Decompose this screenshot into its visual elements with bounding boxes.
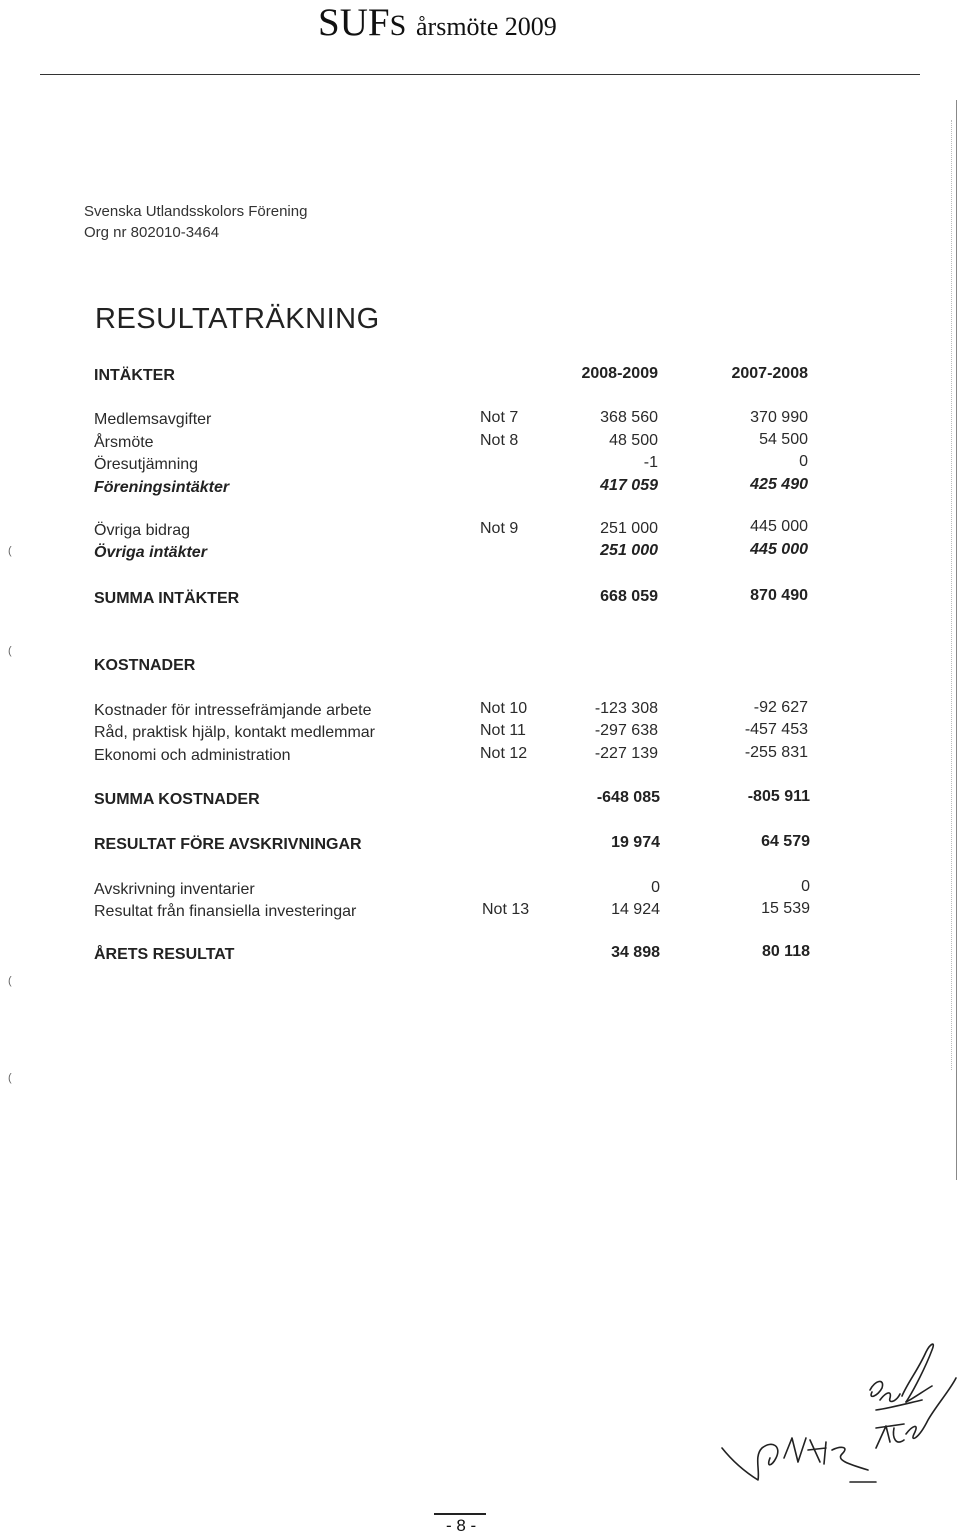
header-rule <box>40 74 920 75</box>
annual-result-value-year1: 34 898 <box>611 944 660 961</box>
row-label: Årsmöte <box>94 434 154 451</box>
row-note: Not 8 <box>480 432 519 449</box>
row-value-year1: -297 638 <box>594 722 658 739</box>
subtotal-label: Övriga intäkter <box>94 544 207 561</box>
row-value-year2: -92 627 <box>753 699 808 716</box>
row-note: Not 9 <box>480 520 519 537</box>
header-f: F <box>367 1 390 44</box>
scan-edge-line <box>956 100 957 1180</box>
margin-mark: ( <box>8 1072 12 1084</box>
header-s: S <box>389 9 407 42</box>
section-heading-intakter: INTÄKTER <box>94 367 175 384</box>
row-label: Medlemsavgifter <box>94 411 212 428</box>
document-title: RESULTATRÄKNING <box>95 303 380 335</box>
subtotal-value-year2: 425 490 <box>750 476 808 493</box>
total-value-year1: 668 059 <box>600 588 658 605</box>
row-label: Övriga bidrag <box>94 522 191 539</box>
row-label: Kostnader för intressefrämjande arbete <box>94 702 372 719</box>
handwritten-signatures <box>700 1330 960 1510</box>
page-number: - 8 - <box>446 1516 477 1535</box>
row-value-year2: 54 500 <box>759 431 808 448</box>
row-value-year1: 251 000 <box>600 520 658 537</box>
row-value-year2: 0 <box>801 878 810 895</box>
row-value-year1: -1 <box>643 454 658 471</box>
row-value-year2: 370 990 <box>750 409 808 426</box>
header-su: SU <box>318 1 368 44</box>
row-value-year2: -457 453 <box>744 721 808 738</box>
total-value-year1: -648 085 <box>596 789 660 806</box>
total-label: SUMMA KOSTNADER <box>94 791 260 808</box>
subtotal-value-year1: 417 059 <box>600 477 658 494</box>
row-value-year1: 0 <box>651 879 660 896</box>
row-label: Öresutjämning <box>94 456 199 473</box>
column-header-year2: 2007-2008 <box>731 365 808 382</box>
row-note: Not 13 <box>482 901 530 918</box>
total-value-year2: -805 911 <box>747 788 810 805</box>
result-value-year2: 64 579 <box>761 833 810 850</box>
org-number: Org nr 802010-3464 <box>84 224 220 241</box>
org-name: Svenska Utlandsskolors Förening <box>84 203 308 220</box>
row-note: Not 11 <box>480 722 526 739</box>
row-label: Resultat från finansiella investeringar <box>94 903 357 920</box>
result-value-year1: 19 974 <box>611 834 660 851</box>
subtotal-label: Föreningsintäkter <box>94 479 230 496</box>
row-label: Råd, praktisk hjälp, kontakt medlemmar <box>94 724 375 741</box>
annual-result-value-year2: 80 118 <box>761 943 810 960</box>
header-rest: årsmöte 2009 <box>416 12 557 41</box>
row-note: Not 7 <box>480 409 519 426</box>
subtotal-value-year1: 251 000 <box>600 542 658 559</box>
row-value-year2: -255 831 <box>744 744 808 761</box>
row-note: Not 12 <box>480 745 528 762</box>
row-label: Ekonomi och administration <box>94 747 291 764</box>
row-value-year1: 48 500 <box>609 432 658 449</box>
row-label: Avskrivning inventarier <box>94 881 255 898</box>
margin-mark: ( <box>8 545 12 557</box>
document-header-title <box>318 0 557 50</box>
margin-mark: ( <box>8 975 12 987</box>
row-value-year1: 14 924 <box>611 901 660 918</box>
footer-rule <box>434 1513 486 1515</box>
margin-mark: ( <box>8 645 12 657</box>
subtotal-value-year2: 445 000 <box>750 541 808 558</box>
section-heading-kostnader: KOSTNADER <box>94 657 196 674</box>
column-header-year1: 2008-2009 <box>581 365 658 382</box>
scan-edge-line-faint <box>951 120 952 1070</box>
row-value-year2: 0 <box>799 453 808 470</box>
row-note: Not 10 <box>480 700 528 717</box>
row-value-year2: 15 539 <box>761 900 810 917</box>
row-value-year1: -227 139 <box>594 745 658 762</box>
total-value-year2: 870 490 <box>750 587 808 604</box>
result-label: RESULTAT FÖRE AVSKRIVNINGAR <box>94 836 362 853</box>
row-value-year2: 445 000 <box>750 518 808 535</box>
row-value-year1: -123 308 <box>594 700 658 717</box>
total-label: SUMMA INTÄKTER <box>94 590 240 607</box>
row-value-year1: 368 560 <box>600 409 658 426</box>
annual-result-label: ÅRETS RESULTAT <box>94 946 235 963</box>
